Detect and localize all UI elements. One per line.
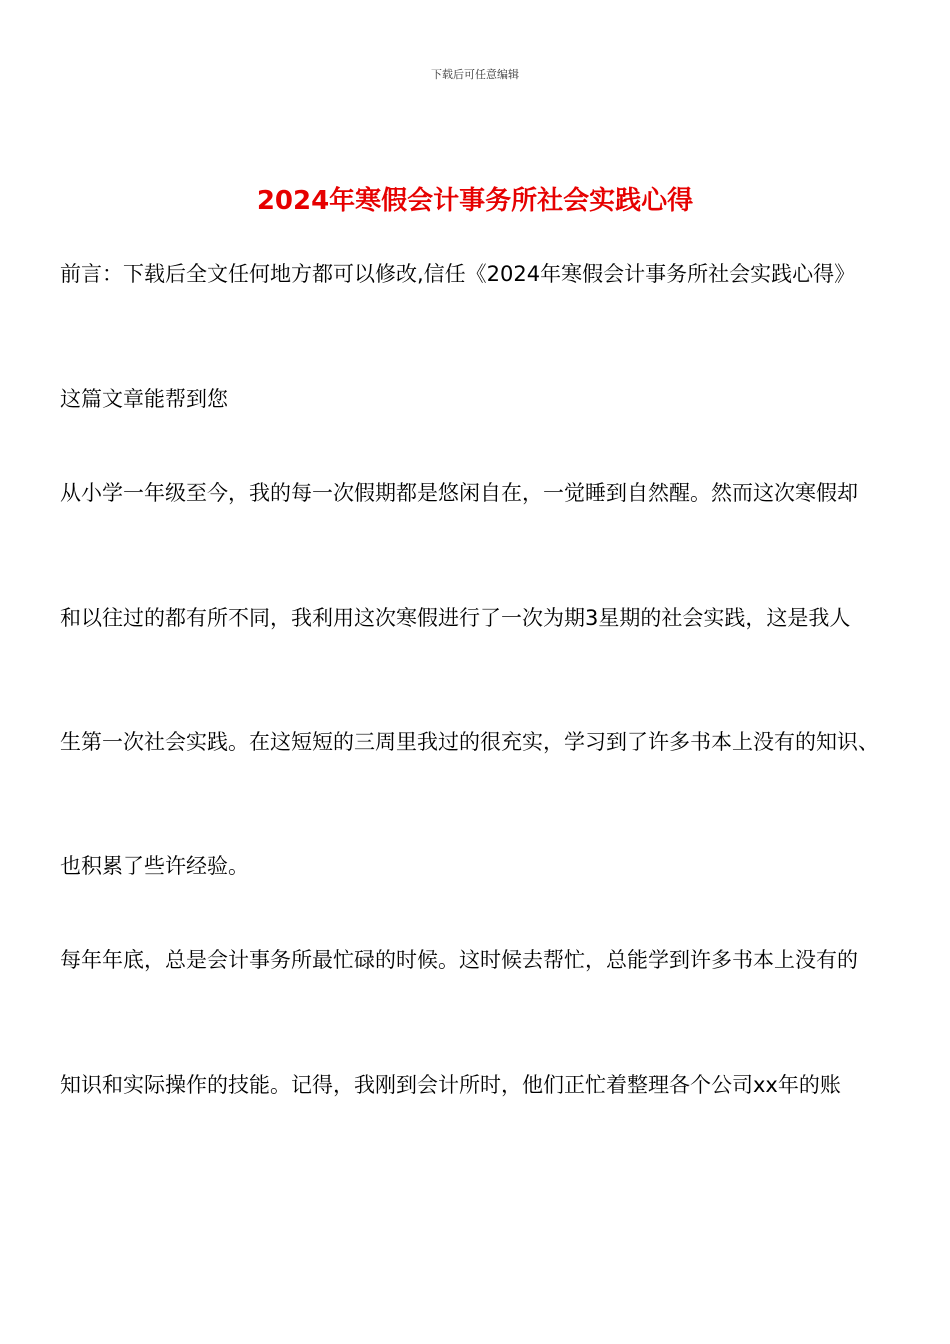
paragraph-line: 也积累了些许经验。 bbox=[60, 854, 249, 878]
preface-line-continued: 这篇文章能帮到您 bbox=[60, 387, 228, 411]
paragraph-line: 每年年底，总是会计事务所最忙碌的时候。这时候去帮忙，总能学到许多书本上没有的 bbox=[60, 948, 858, 972]
paragraph-line: 生第一次社会实践。在这短短的三周里我过的很充实，学习到了许多书本上没有的知识、 bbox=[60, 730, 879, 754]
paragraph-line: 和以往过的都有所不同，我利用这次寒假进行了一次为期3星期的社会实践，这是我人 bbox=[60, 606, 851, 630]
document-title: 2024年寒假会计事务所社会实践心得 bbox=[256, 186, 694, 216]
paragraph-line: 从小学一年级至今，我的每一次假期都是悠闲自在，一觉睡到自然醒。然而这次寒假却 bbox=[60, 481, 858, 505]
paragraph-line: 知识和实际操作的技能。记得，我刚到会计所时，他们正忙着整理各个公司xx年的账 bbox=[60, 1073, 841, 1097]
page-header-note: 下载后可任意编辑 bbox=[431, 68, 519, 81]
preface-line: 前言：下载后全文任何地方都可以修改,信任《2024年寒假会计事务所社会实践心得》 bbox=[60, 262, 856, 286]
